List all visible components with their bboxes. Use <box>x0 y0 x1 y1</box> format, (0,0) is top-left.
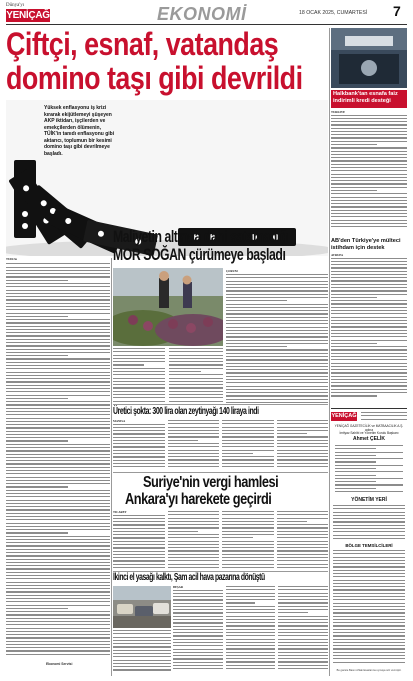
footer-credit-text: Ekonomi Servisi <box>46 662 73 666</box>
imprint-logo: YENİÇAĞ <box>331 413 357 419</box>
syria-col2 <box>168 511 220 571</box>
syria-headline-line2: Ankara'yı harekete geçirdi <box>125 491 272 508</box>
rule-story3 <box>113 404 328 405</box>
imprint-owner: Ahmet ÇELİK <box>353 436 385 442</box>
box1-text <box>331 115 407 233</box>
column-rule-right <box>329 28 330 676</box>
imprint-regional-title: BÖLGE TEMSİLCİLERİ <box>345 543 393 548</box>
lead-headline-line1: Çiftçi, esnaf, vatandaş <box>6 26 279 62</box>
footer-credit <box>46 662 72 666</box>
syria-headline-line1: Suriye'nin vergi hamlesi <box>143 474 279 491</box>
box2-text <box>331 258 407 404</box>
imprint-footer: Bu gazete Basın Ahlak Esaslarına uymaya söz vermiştir. <box>336 669 402 672</box>
story-olive-oil <box>113 406 328 470</box>
lead-body-text <box>6 263 110 669</box>
story-damascus <box>113 572 328 676</box>
story-onion-headline <box>113 228 328 268</box>
damascus-text <box>173 586 328 674</box>
imprint <box>331 408 407 676</box>
rule-story5 <box>113 571 328 572</box>
onion-photo <box>113 268 223 346</box>
imprint-staff <box>335 445 403 495</box>
damascus-dateline-text: BEŞAR <box>173 586 184 589</box>
onion-body-col1 <box>113 348 165 406</box>
olive-col2 <box>168 420 220 470</box>
masthead-logo: YENİÇAĞ <box>6 10 50 21</box>
olive-oil-text <box>113 420 328 470</box>
masthead <box>0 0 413 26</box>
imprint-regional <box>333 550 405 668</box>
lead-deck: Yüksek enflasyonu iş krizi kırarak ekijütlemeyi şüşeyen AKP iktidarı, işçilerden ve emekçilerden ölümenin, TÜİK'in tanıdı enflasyonu gibi aktarıcı, toplumun bir kesimi domino taşı gibi devrilmeye başladı. <box>44 105 115 157</box>
damascus-photo <box>113 586 171 628</box>
lead-dateline <box>6 258 110 261</box>
olive-col4 <box>277 420 329 470</box>
issue-date: 18 OCAK 2025, CUMARTESİ <box>299 10 368 16</box>
box1-body <box>331 111 407 235</box>
onion-body-col3 <box>226 274 328 404</box>
masthead-rule <box>6 24 407 25</box>
column-rule-left <box>111 258 112 676</box>
imprint-board-title: YÖNETİM YERİ <box>351 497 387 503</box>
lead-body <box>6 258 110 671</box>
onion-text-top-right <box>226 270 328 406</box>
onion-headline-top: Maliyetin altında dahi satamadığı <box>113 227 290 246</box>
damascus-col2 <box>226 586 276 674</box>
onion-dateline-text: ÇORUM <box>226 270 238 273</box>
imprint-owner-label: İmtiyaz Sahibi ve Yönetim Kurulu Başkanı <box>339 431 399 435</box>
page-number: 7 <box>393 3 401 19</box>
sidebar-box-eu <box>331 238 407 406</box>
brand-small: Dünya'yı <box>6 3 25 8</box>
imprint-heading: YENİÇAĞ GAZETECİLİK ve MATBAACILIK A.Ş. adına <box>334 424 404 432</box>
box1-dateline-text: TÜRKİYE <box>331 111 346 114</box>
damascus-headline: İkinci el yasağı kalktı, Şam acil hava pazarına dönüştü <box>113 572 265 583</box>
lead-dateline-text: TÜİK'in <box>6 258 18 261</box>
onion-body-col2 <box>169 348 223 406</box>
sidebar-photo <box>331 28 407 88</box>
imprint-meta <box>361 412 407 422</box>
box2-body <box>331 254 407 406</box>
rule-story4 <box>113 472 328 473</box>
olive-dateline-text: MANİSA <box>113 420 126 423</box>
damascus-street-image <box>113 586 171 628</box>
syria-text <box>113 511 328 571</box>
section-title: EKONOMİ <box>157 4 247 24</box>
box2-dateline-text: AVRUPA <box>331 254 344 257</box>
syria-col4 <box>277 511 329 571</box>
lead-headline <box>6 27 328 107</box>
damascus-col1 <box>173 586 223 674</box>
box2-title: AB'den Türkiye'ye mülteci istihdam için destek <box>331 238 401 251</box>
onion-headline-bottom: MOR SOĞAN çürümeye başladı <box>113 245 286 264</box>
damascus-col0 <box>113 630 171 674</box>
olive-oil-headline: Üretici şokta: 300 lira olan zeytinyağı 140 liraya indi <box>113 406 259 417</box>
box1-title: Halkbank'tan esnafa faiz indirimli kredi desteği <box>333 91 398 105</box>
imprint-board <box>333 505 405 541</box>
halkbank-image <box>331 28 407 88</box>
lead-headline-line2: domino taşı gibi devrildi <box>6 60 303 96</box>
syria-col1 <box>113 511 165 571</box>
damascus-col3 <box>278 586 328 674</box>
olive-col1 <box>113 420 165 470</box>
olive-col3 <box>222 420 274 470</box>
onion-market-image <box>113 268 223 346</box>
story-syria <box>113 474 328 572</box>
sidebar-box-halkbank <box>331 90 407 235</box>
syria-col3 <box>222 511 274 571</box>
syria-dateline-text: TİCARET <box>113 511 127 514</box>
